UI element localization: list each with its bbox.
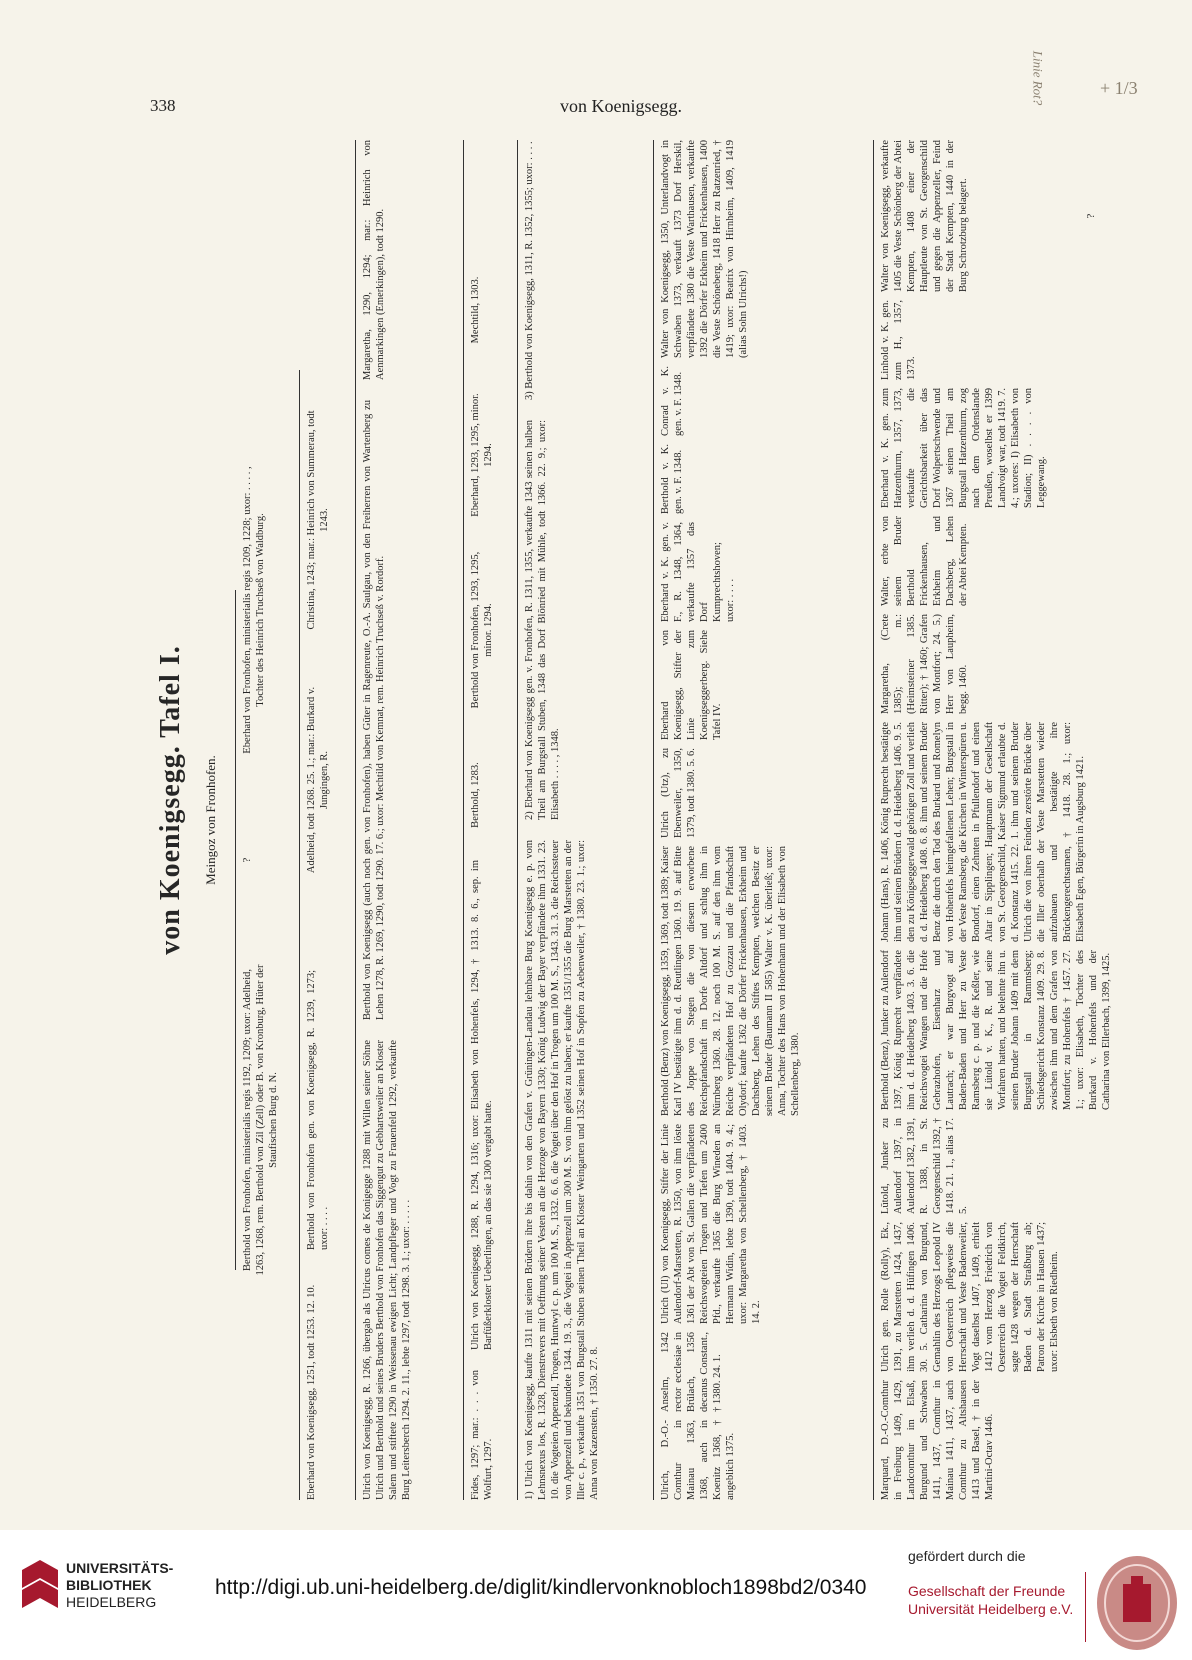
ub-line: BIBLIOTHEK (66, 1577, 152, 1593)
genealogy-entry: Adelheid, todt 1268. 25. 1.; mar.: Burkard v. Jungingen, R. (306, 686, 330, 874)
table-subtitle: Meingoz von Fronhofen. (203, 755, 218, 885)
genealogy-entry: ? (242, 857, 253, 863)
connector-line (653, 140, 654, 1500)
connector-line (463, 140, 464, 1500)
genealogy-entry: 2) Eberhard von Koenigsegg gen. v. Fronhofen, R. 1311, 1355, verkaufte 1343 seinen halben Theil am Burgstall Stuben, 1348 das Dorf Blönried mit Mühle, todt 1366. 22. 9.; uxor: Elisabeth . . . . , 1348. (524, 420, 561, 820)
genealogy-entry: Berthold v. K. gen. v. F. 1348. (660, 444, 684, 514)
genealogy-entry: Walter von Koenigsegg, 1350, Unterlandvogt in Schwaben 1373, verkauft 1373 Dorf Herskil, verpfändete 1380 die Veste Warthausen, verkaufte 1392 die Dörfer Erkheim und Frickenhausen, 1400 die Veste Schöneberg, 1418 Herr zu Ratzenried, † 1419; uxor: Beatrix von Hirnheim, 1409, 1419 (alias Sohn Ulrichs!) (660, 140, 749, 358)
genealogy-entry: 3) Berthold von Koenigsegg, 1311, R. 1352, 1355; uxor: . . . . (524, 141, 535, 400)
genealogy-table-frame (145, 120, 1185, 1520)
connector-line (873, 140, 874, 1500)
genealogy-entry: Margaretha, (Crete 1385); m.: (Heimsteiner 1385. Ritter); † 1460; Grafen von Montfort; 24. 5.) Herr von Laupheim, begg. 1460. (880, 614, 969, 714)
ub-wordmark (66, 1560, 173, 1611)
connector-line (355, 140, 356, 1500)
connector-line (299, 370, 300, 1500)
genealogy-entry: Berthold von Fronhofen, ministerialis regis 1192, 1209; uxor: Adelheid, 1263, 1268, rem. Berthold von Zil (Zell) oder B. von Kronburg, Hüter der Staufischen Burg d. N. (242, 964, 279, 1276)
ub-logo-icon (20, 1558, 60, 1616)
ub-line: HEIDELBERG (66, 1594, 157, 1610)
pencil-mark: + 1/3 (1100, 78, 1138, 98)
university-seal-icon (1095, 1554, 1179, 1652)
society-name (908, 1582, 1073, 1618)
genealogy-entry: Mechtild, 1303. (470, 276, 481, 344)
genealogy-entry: Lütold, Junker zu Aulendorf 1397, in Aulendorf 1382, 1391, R. 1388, in St. Georgenschild 1392, † 1418. 21. 1., alias 17. 5. (880, 1118, 969, 1214)
ub-line: UNIVERSITÄTS- (66, 1560, 174, 1576)
genealogy-entry: Ulrich (Utz), zu Ebenweiler, 1350, 1379, todt 1380. 5. 6. (660, 748, 697, 838)
society-line: Universität Heidelberg e.V. (908, 1601, 1074, 1617)
genealogy-entry: 1) Ulrich von Koenigsegg, kaufte 1311 mit seinen Brüdern ihre bis dahin von den Grafen v. Grüningen-Landau lehnbare Burg Koenigsegg e. p. vom Lehnsnexus los, R. 1328, Dienstrevers mit Oeffnung seiner Vesten an die Herzoge von Bayern 1330; König Ludwig der Bayer verpfändete ihm 1331. 23. 10. die Vogteien Appenzell, Trogen, Huntwyl c. p. um 100 M. S., 1332. 6. 6. die Vogtei über den Hof in Trogen um 100 M. S., 1343. 31. 3. die Reichssteuer von Appenzell und bekundete 1344. 19. 3., die Vogtei in Appenzell um 300 M. S. von ihm gelöst zu haben; er kaufte 1351/1355 die Burg Marstetten an der Iller c. p., verkaufte 1351 von Burgstall Stuben seinen Theil an Kloster Weingarten und 1352 seinen Hof in Sopfen zu Aebenweiler, † 1380. 23. 1.; uxor: Anna von Kazenstein, † 1350. 27. 8. (524, 840, 600, 1500)
genealogy-entry: Berthold von Koenigsegg (auch noch gen. von Fronhofen), haben Güter in Ragenreute, O.-A. Saulgau, von den Freiherren von Wartenberg zu Lehen 1278, R. 1269, 1290, todt 1290. 17. 6.; uxor: Mechtild von Kemnat, rem. Heinrich Truchseß v. Rordorf. (362, 400, 386, 1020)
genealogy-entry: Linhold v. K. gen. zum H., 1357, 1373. (880, 300, 917, 380)
genealogy-table (145, 120, 1185, 1520)
genealogy-entry: Eberhard v. K. gen. v. F., R. 1348, 1364, verkaufte 1357 das Dorf Kumprechtshoven; uxor: . . . . (660, 522, 736, 622)
genealogy-entry: Ulrich, D.-O.-Comthur in Mainau 1363, 1368, auch in Koenitz 1368, † angeblich 1375. (660, 1420, 736, 1500)
source-url-link[interactable]: http://digi.ub.uni-heidelberg.de/diglit/kindlervonknobloch1898bd2/0340 (215, 1576, 867, 1599)
genealogy-entry: Walter von Koenigsegg, verkaufte 1405 die Veste Schönberg der Abtei Kempten, 1408 einer der Hauptleute von St. Georgenschild und gegen die Appenzeller, Feind der Stadt Kempten, 1440 in der Burg Schrotzburg belagert. (880, 140, 969, 292)
genealogy-entry: Eberhard von Koenigsegg, Stifter der Linie zum Koenigseggerberg. Siehe Tafel IV. (660, 630, 723, 740)
society-line: Gesellschaft der Freunde (908, 1583, 1066, 1599)
pencil-note: Linie Rot? (1030, 50, 1046, 106)
genealogy-entry: Berthold (Benz) von Koenigsegg, 1359, 1369, todt 1389; Kaiser Karl IV bestätigte ihm d. d. Reutlingen 1360. 19. 9. auf Bitte des Joppe von Stegen die von diesem erworbene Reichspfandschaft im Dorfe Altdorf und schlug ihm in Nürnberg 1360. 28. 12. noch 100 M. S. auf den ihm vom Reiche verpfändeten Hof zu Gozzau und die Pfandschaft Olydorf; kaufte 1362 die Dörfer Frickenhausen, Erkheim und Dachsberg, Lehen des Stiftes Kempten, welchen Besitz er seinem Bruder (Baumann II 585) Walter v. K. überließ; uxor: Anna, Tochter des Hans von Hohenhann und der Elisabeth von Schellenberg, 1380. (660, 846, 801, 1116)
genealogy-entry: Berthold von Fronhofen gen. von Koenigsegg, R. 1239, 1273; uxor: . . . . (306, 970, 330, 1250)
genealogy-entry: Christina, 1243; mar.: Heinrich von Summerau, todt 1243. (306, 410, 330, 630)
genealogy-entry: Conrad v. K. gen. v. F. 1348. (660, 366, 684, 436)
genealogy-entry: Eberhard von Koenigsegg, 1251, todt 1253. 12. 10. (306, 1284, 317, 1500)
connector-line (517, 140, 518, 1500)
funded-by-text: gefördert durch die (908, 1548, 1026, 1564)
table-title: von Koenigsegg. Tafel I. (155, 645, 186, 955)
genealogy-entry: Ulrich (Ul) von Koenigsegg, Stifter der Linie Aulendorf-Marstetten, R. 1350, von ihm löste 1361 der Abt von St. Gallen die verpfändeten Reichsvogteien Trogen und Tiefen um 2400 Pfd., verkaufte 1365 die Burg Wineden an Hermann Widin, lebte 1390, todt 1404. 9. 4.; uxor: Margaretha von Schellenberg, † 1403. 14. 2. (660, 1124, 762, 1324)
genealogy-entry: Marquard, D.-O.-Comthur in Freiburg 1409, 1429, Landcomthur im Elsaß, Burgund und Schwaben 1411, 1437, Comthur in Mainau 1411, 1437, auch Comthur zu Altshausen 1413 und Basel, † in der Martini-Octav 1446. (880, 1380, 995, 1500)
genealogy-entry: Ulrich von Koenigsegg, R. 1266, übergab als Ulricus comes de Konigegge 1288 mit Willen seiner Söhne Ulrich und Berthold und seines Bruders Berthold von Fronhofen das Siggengut zu Gebhartsweiler an Kloster Salem und stiftete 1290 in Weissenau ewigen Licht; Landpfleger und Vogt zu Frauenfeld 1292, verkaufte Burg Leitersberch 1294. 2. 11., lebte 1297, todt 1298. 3. 1.; uxor: . . . . . (362, 1040, 412, 1500)
page-number: 338 (150, 96, 176, 115)
footer (0, 1530, 1192, 1660)
genealogy-entry: Eberhard v. K. gen. zum Hatzenthurm, 1357, 1373, verkaufte die Gerichtsbarkeit über das Dorf Wolpertschwende und 1367 seinen Theil am Burgstall Hatzenthurm, zog nach dem Ordenslande Preußen, woselbst er 1399 Landvoigt war, todt 1419. 7. 4.; uxores: I) Elisabeth von Stadion; II) . . . . von Leggewang. (880, 388, 1047, 508)
genealogy-entry: Berthold, 1283. (470, 762, 481, 828)
genealogy-entry: Eberhard, 1293, 1295, minor. 1294. (470, 393, 494, 517)
genealogy-entry: Anselm, 1342 rector ecclesiae in Brülach, 1356 decanus Constant., † 1380. 24. 1. (660, 1332, 723, 1412)
genealogy-entry: Ulrich gen. Rolle (Rolly), Ek., 1391, zu Marstetten 1424, 1437, ihm verlieh d. d. Hüfingen 1406. 30. 5. Catharina von Burgund, Gemahlin des Herzogs Leopold IV von Oesterreich pflegweise die Herrschaft und Veste Badenweiler, Vogt daselbst 1407, 1409, erhielt 1412 vom Herzog Friedrich von Oesterreich die Vogtei Feldkirch, sagte 1428 wegen der Herrschaft Baden d. Stadt Straßburg ab; Patron der Kirche in Hausen 1437; uxor: Elsbeth von Riedheim. (880, 1222, 1060, 1372)
genealogy-entry: Walter, erbte von seinem Bruder Berthold Frickenhausen, Erkheim und Dachsberg, Lehen der Abtei Kempten. (880, 516, 969, 606)
running-head: von Koenigsegg. (560, 96, 682, 116)
genealogy-entry: ? (1086, 213, 1097, 219)
genealogy-entry: Fides, 1297; mar.: . . . von Wolfurt, 1297. (470, 1370, 494, 1500)
genealogy-entry: Eberhard von Fronhofen, ministerialis regis 1209, 1228; uxor: . . . . , Tochter des Heinrich Truchseß von Waldburg. (242, 466, 266, 754)
genealogy-entry: Ulrich von Koenigsegg, 1288, R. 1294, 1316; uxor: Elisabeth von Hohenfels, 1294, † 1313. 8. 6., sep. im Barfüßerkloster Ueberlingen, an das sie 1300 vergabt hatte. (470, 860, 494, 1350)
divider (1085, 1572, 1086, 1642)
genealogy-entry: Berthold (Benz), Junker zu Aulendorf 1397, König Ruprecht verpfändete ihm d. d. Heidelberg 1403. 3. 6. die Reichsvogtei Wangen und die Hofe Gebrazhofen, Eisenharz und Lautrach; er war Burgvogt auf Baden-Baden und Herr zu Veste Ramsberg c. p. und die Keßler, wie sie Lütold v. K., R. und seine Vorfahren hatten, und belehnte ihn u. seinen Bruder Johann 1409 mit dem Burgstall in Rammsberg; Schiedsgericht Konstanz 1409. 29. 8. zwischen ihm und dem Grafen von Montfort; zu Hohenfels † 1457. 27. 1.; uxor: Elisabeth, Tochter des Burkard v. Hohenfels und der Catharina von Ellerbach, 1399, 1425. (880, 950, 1112, 1110)
genealogy-entry: Margaretha, 1290, 1294; mar.: Heinrich von Aenmarkingen (Emerkingen), todt 1290. (362, 140, 386, 380)
genealogy-entry: Berthold von Fronhofen, 1293, 1295, minor. 1294. (470, 551, 494, 709)
genealogy-entry: Johann (Hans), R. 1406, König Ruprecht bestätigte ihm und seinen Brüdern d. d. Heidelberg 1406. 9. 5. den zu Königseggerwald gehörigen Zoll und verlieh d. d. Heidelberg 1408. 6. 8. ihm und seinem Bruder Benz die durch den Tod des Burkard und Romelyn von Hohenfels heimgefallenen Lehen; Burgstall in der Veste Ramsberg, die Kirchen in Winterspüren u. Bondorf, einen Zehnten in Pfullendorf und einen Altar in Sipplingen; Hauptmann der Gesellschaft von St. Georgenschild, Kaiser Sigmund erlaubte d. d. Konstanz 1415. 22. 1. ihm und seinem Bruder Ulrich die von ihren Feinden zerstörte Brücke über die Iller oberhalb der Veste Marstetten wieder aufzubauen und bestätigte ihre Brückengerechtsamen, † 1418. 28. 1.; uxor: Elisabeth Egen, Bürgerin in Augsburg 1421. (880, 722, 1086, 942)
connector-line (235, 590, 236, 1270)
